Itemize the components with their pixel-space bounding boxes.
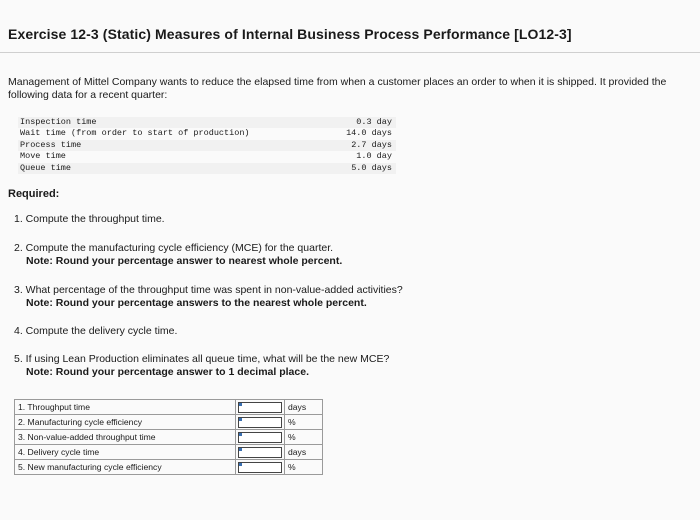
data-row-wait xyxy=(18,128,396,139)
page-title: Exercise 12-3 (Static) Measures of Internal Business Process Performance [LO12-3] xyxy=(8,26,572,42)
answer-unit: % xyxy=(285,415,323,430)
answer-row-mce xyxy=(15,415,323,430)
question-text: 1. Compute the throughput time. xyxy=(14,213,165,225)
data-row-queue xyxy=(18,163,396,174)
answer-row-throughput xyxy=(15,400,323,415)
answer-label: 1. Throughput time xyxy=(15,400,236,415)
data-label: Process time xyxy=(20,139,82,150)
question-text: 3. What percentage of the throughput time was spent in non-value-added activities? xyxy=(14,284,403,296)
data-value: 14.0 days xyxy=(346,128,392,139)
question-2 xyxy=(14,242,342,268)
answer-label: 4. Delivery cycle time xyxy=(15,445,236,460)
question-text: 4. Compute the delivery cycle time. xyxy=(14,325,178,337)
title-bar xyxy=(0,26,700,53)
data-value: 5.0 days xyxy=(351,162,392,173)
answer-unit: days xyxy=(285,400,323,415)
answer-unit: % xyxy=(285,430,323,445)
question-note: Note: Round your percentage answer to 1 decimal place. xyxy=(26,366,309,378)
question-note: Note: Round your percentage answers to the nearest whole percent. xyxy=(26,297,367,309)
data-value: 1.0 day xyxy=(356,151,392,162)
data-label: Move time xyxy=(20,151,66,162)
question-3 xyxy=(14,284,403,310)
data-value: 2.7 days xyxy=(351,139,392,150)
new-mce-input[interactable] xyxy=(238,462,282,473)
answer-unit: days xyxy=(285,445,323,460)
data-label: Inspection time xyxy=(20,117,97,127)
nva-throughput-input[interactable] xyxy=(238,432,282,443)
data-label: Queue time xyxy=(20,162,72,173)
data-row-inspection xyxy=(18,117,396,128)
question-1 xyxy=(14,213,165,226)
question-text: 2. Compute the manufacturing cycle efficiency (MCE) for the quarter. xyxy=(14,242,334,254)
data-row-process xyxy=(18,140,396,151)
data-label: Wait time (from order to start of production) xyxy=(20,128,250,139)
required-heading: Required: xyxy=(8,188,60,200)
question-text: 5. If using Lean Production eliminates all queue time, what will be the new MCE? xyxy=(14,353,390,365)
question-5 xyxy=(14,353,389,379)
answer-row-new-mce xyxy=(15,460,323,475)
throughput-time-input[interactable] xyxy=(238,402,282,413)
delivery-cycle-input[interactable] xyxy=(238,447,282,458)
answer-table xyxy=(14,399,323,475)
mce-input[interactable] xyxy=(238,417,282,428)
answer-label: 3. Non-value-added throughput time xyxy=(15,430,236,445)
question-note: Note: Round your percentage answer to nearest whole percent. xyxy=(26,255,343,267)
data-row-move xyxy=(18,151,396,162)
answer-label: 2. Manufacturing cycle efficiency xyxy=(15,415,236,430)
intro-text: Management of Mittel Company wants to reduce the elapsed time from when a customer places an order to when it is shipped. It provided the following data for a recent quarter: xyxy=(8,76,667,101)
data-value: 0.3 day xyxy=(356,117,392,127)
given-data-table xyxy=(18,117,396,174)
answer-row-nva xyxy=(15,430,323,445)
answer-unit: % xyxy=(285,460,323,475)
answer-row-delivery xyxy=(15,445,323,460)
answer-label: 5. New manufacturing cycle efficiency xyxy=(15,460,236,475)
question-4 xyxy=(14,325,177,338)
